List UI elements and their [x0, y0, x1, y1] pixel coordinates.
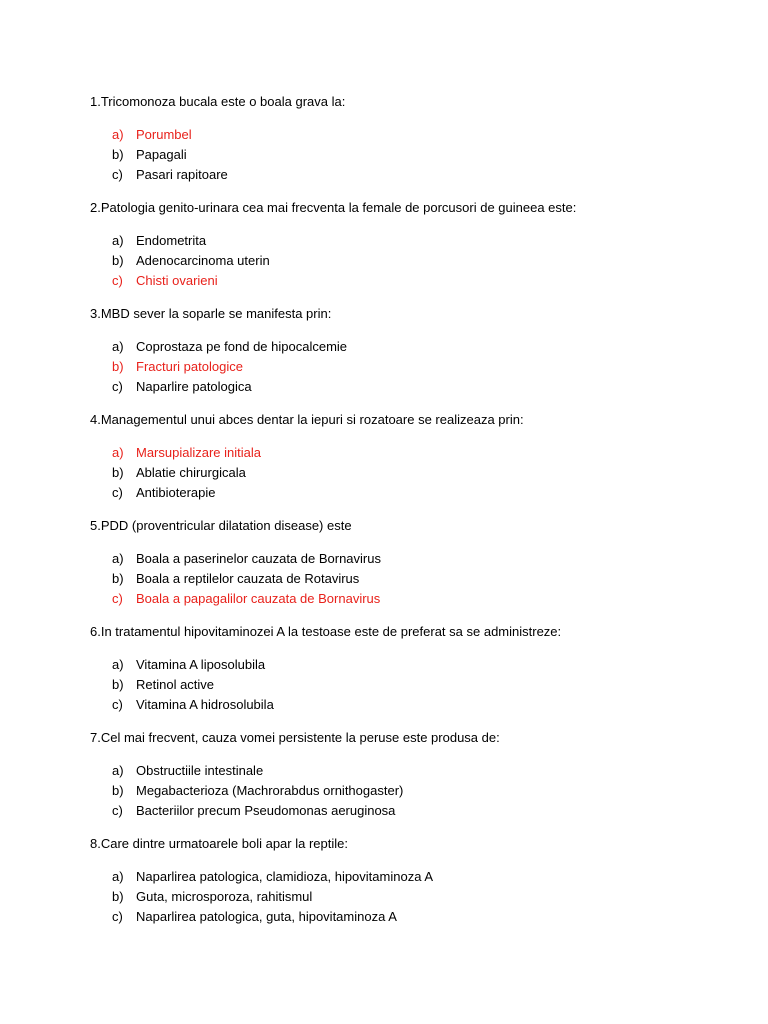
option-7a: a) Obstructiile intestinale: [112, 763, 264, 778]
question-2: 2.Patologia genito-urinara cea mai frecventa la female de porcusori de guineea este:: [90, 200, 577, 215]
option-8c: c) Naparlirea patologica, guta, hipovitaminoza A: [112, 909, 397, 924]
option-3b: b) Fracturi patologice: [112, 359, 243, 374]
question-1: 1.Tricomonoza bucala este o boala grava la:: [90, 94, 346, 109]
option-5c: c) Boala a papagalilor cauzata de Bornavirus: [112, 591, 381, 606]
option-1a: a) Porumbel: [112, 127, 192, 142]
option-3a: a) Coprostaza pe fond de hipocalcemie: [112, 339, 348, 354]
option-1b: b) Papagali: [112, 147, 187, 162]
option-6c: c) Vitamina A hidrosolubila: [112, 697, 274, 712]
option-3c: c) Naparlire patologica: [112, 379, 252, 394]
option-4a: a) Marsupializare initiala: [112, 445, 261, 460]
option-4b: b) Ablatie chirurgicala: [112, 465, 246, 480]
option-5a: a) Boala a paserinelor cauzata de Bornavirus: [112, 551, 381, 566]
option-7c: c) Bacteriilor precum Pseudomonas aeruginosa: [112, 803, 396, 818]
option-2a: a) Endometrita: [112, 233, 207, 248]
question-6: 6.In tratamentul hipovitaminozei A la testoase este de preferat sa se administreze:: [90, 624, 562, 639]
question-3: 3.MBD sever la soparle se manifesta prin:: [90, 306, 332, 321]
question-4: 4.Managementul unui abces dentar la iepuri si rozatoare se realizeaza prin:: [90, 412, 524, 427]
option-5b: b) Boala a reptilelor cauzata de Rotavirus: [112, 571, 360, 586]
question-5: 5.PDD (proventricular dilatation disease) este: [90, 518, 352, 533]
question-8: 8.Care dintre urmatoarele boli apar la reptile:: [90, 836, 348, 851]
option-8a: a) Naparlirea patologica, clamidioza, hipovitaminoza A: [112, 869, 433, 884]
option-2b: b) Adenocarcinoma uterin: [112, 253, 270, 268]
option-6b: b) Retinol active: [112, 677, 215, 692]
option-4c: c) Antibioterapie: [112, 485, 216, 500]
option-1c: c) Pasari rapitoare: [112, 167, 228, 182]
option-6a: a) Vitamina A liposolubila: [112, 657, 266, 672]
option-8b: b) Guta, microsporoza, rahitismul: [112, 889, 313, 904]
option-7b: b) Megabacterioza (Machrorabdus ornithogaster): [112, 783, 404, 798]
question-7: 7.Cel mai frecvent, cauza vomei persistente la peruse este produsa de:: [90, 730, 500, 745]
option-2c: c) Chisti ovarieni: [112, 273, 218, 288]
